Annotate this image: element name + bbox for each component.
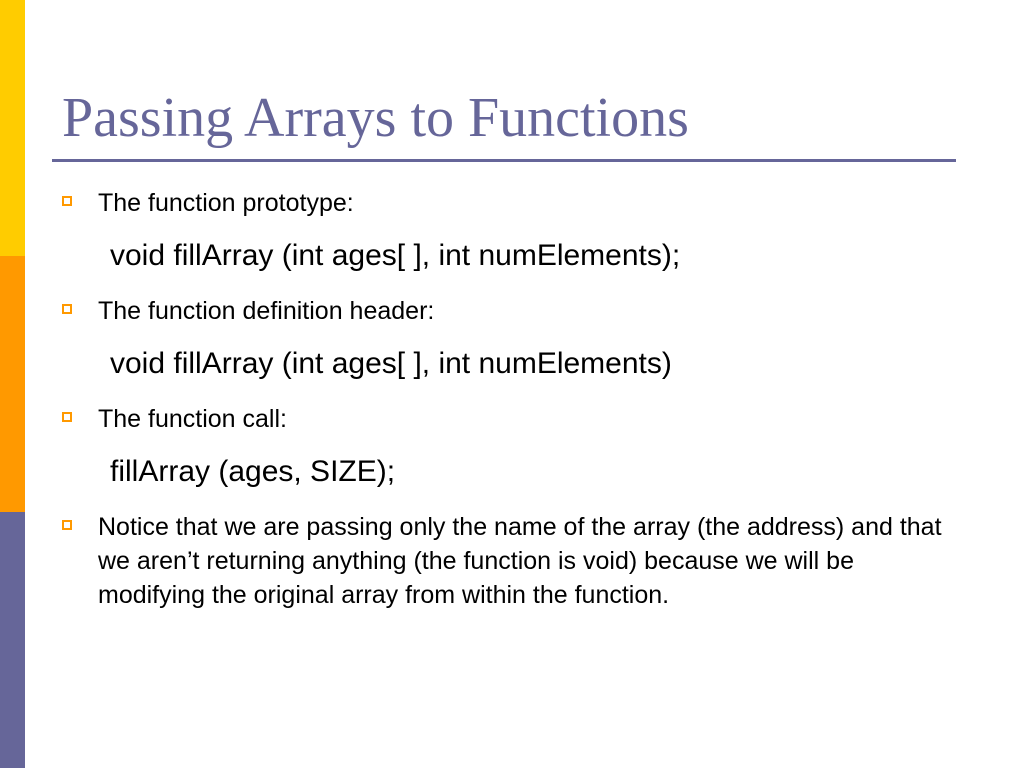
bullet-text: The function definition header: [98,297,435,325]
hollow-square-bullet-icon [62,412,72,422]
sidebar-segment-top [0,0,25,256]
bullet-item-prototype [62,186,354,220]
bullet-text: The function prototype: [98,189,354,217]
slide-title: Passing Arrays to Functions [62,87,689,149]
hollow-square-bullet-icon [62,520,72,530]
hollow-square-bullet-icon [62,196,72,206]
sidebar-accent [0,0,25,768]
code-line-function-call: fillArray (ages, SIZE); [110,455,396,488]
code-line-prototype: void fillArray (int ages[ ], int numElements); [110,239,681,272]
bullet-text: The function call: [98,405,287,433]
sidebar-segment-bottom [0,512,25,768]
bullet-item-definition-header [62,294,434,328]
bullet-item-notice [62,510,958,612]
code-line-definition-header: void fillArray (int ages[ ], int numElements) [110,347,672,380]
bullet-text: Notice that we are passing only the name of the array (the address) and that we aren’t returning anything (the function is void) because we will be modifying the original array from within the function. [98,513,942,609]
title-underline [52,159,956,162]
sidebar-segment-middle [0,256,25,512]
bullet-item-function-call [62,402,287,436]
hollow-square-bullet-icon [62,304,72,314]
